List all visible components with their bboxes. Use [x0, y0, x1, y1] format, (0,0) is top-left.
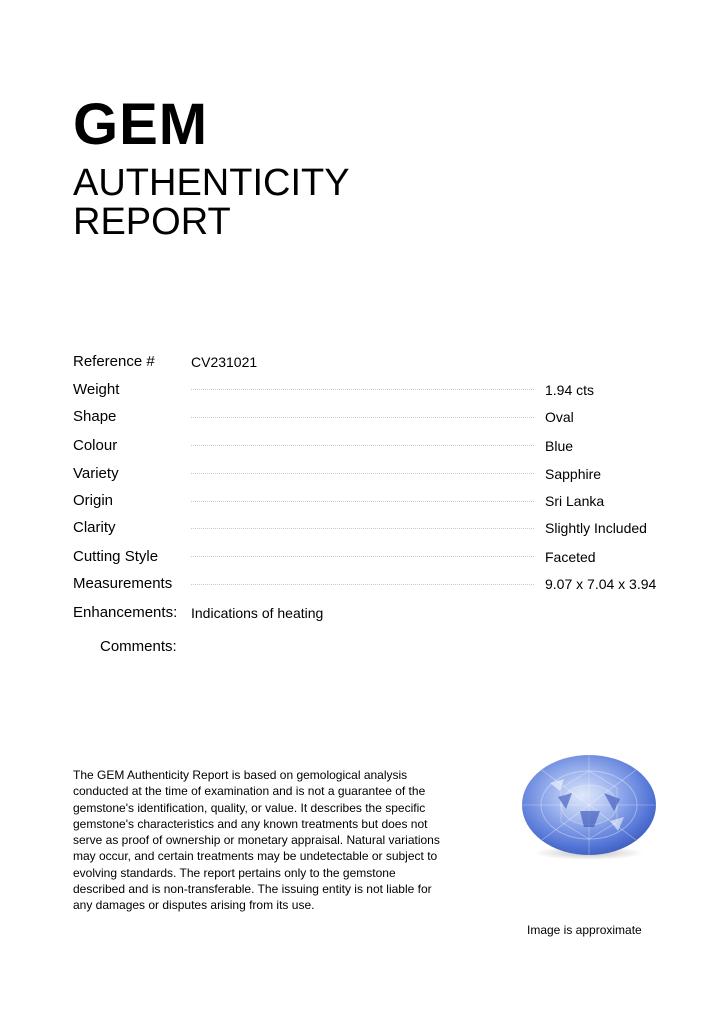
- origin-value: Sri Lanka: [545, 493, 605, 509]
- enhancements-value: Indications of heating: [191, 605, 324, 621]
- cutting-style-value: Faceted: [545, 549, 596, 565]
- colour-value: Blue: [545, 438, 574, 454]
- colour-label: Colour: [73, 437, 118, 454]
- measurements-label: Measurements: [73, 575, 173, 592]
- sapphire-image: [520, 753, 658, 863]
- dotted-leader: [191, 417, 534, 418]
- reference-value: CV231021: [191, 354, 258, 370]
- weight-value: 1.94 cts: [545, 382, 595, 398]
- enhancements-label: Enhancements:: [73, 604, 178, 621]
- report-title-line1: AUTHENTICITY: [73, 162, 350, 204]
- dotted-leader: [191, 501, 534, 502]
- dotted-leader: [191, 445, 534, 446]
- shape-label: Shape: [73, 408, 117, 425]
- comments-label: Comments:: [100, 638, 177, 655]
- dotted-leader: [191, 528, 534, 529]
- dotted-leader: [191, 389, 534, 390]
- dotted-leader: [191, 584, 534, 585]
- cutting-style-label: Cutting Style: [73, 548, 159, 565]
- reference-label: Reference #: [73, 353, 155, 370]
- disclaimer-text: The GEM Authenticity Report is based on gemological analysis conducted at the time of examination and is not a guarantee of the gemstone's identification, quality, or value. It describes the specific gemstone's characteristics and any known treatments but does not serve as proof of ownership or monetary appraisal. Natural variations may occur, and certain treatments may be undetectable or subject to evolving standards. The report pertains only to the gemstone described and is non-transferable. The issuing entity is not liable for any damages or disputes arising from its use.: [73, 768, 440, 913]
- dotted-leader: [191, 473, 534, 474]
- measurements-value: 9.07 x 7.04 x 3.94: [545, 576, 657, 592]
- weight-label: Weight: [73, 381, 120, 398]
- dotted-leader: [191, 556, 534, 557]
- clarity-value: Slightly Included: [545, 520, 647, 536]
- shape-value: Oval: [545, 409, 574, 425]
- brand-title: GEM: [73, 92, 209, 157]
- variety-value: Sapphire: [545, 466, 602, 482]
- image-caption: Image is approximate: [527, 923, 642, 937]
- clarity-label: Clarity: [73, 519, 116, 536]
- variety-label: Variety: [73, 465, 119, 482]
- report-title-line2: REPORT: [73, 201, 231, 243]
- origin-label: Origin: [73, 492, 114, 509]
